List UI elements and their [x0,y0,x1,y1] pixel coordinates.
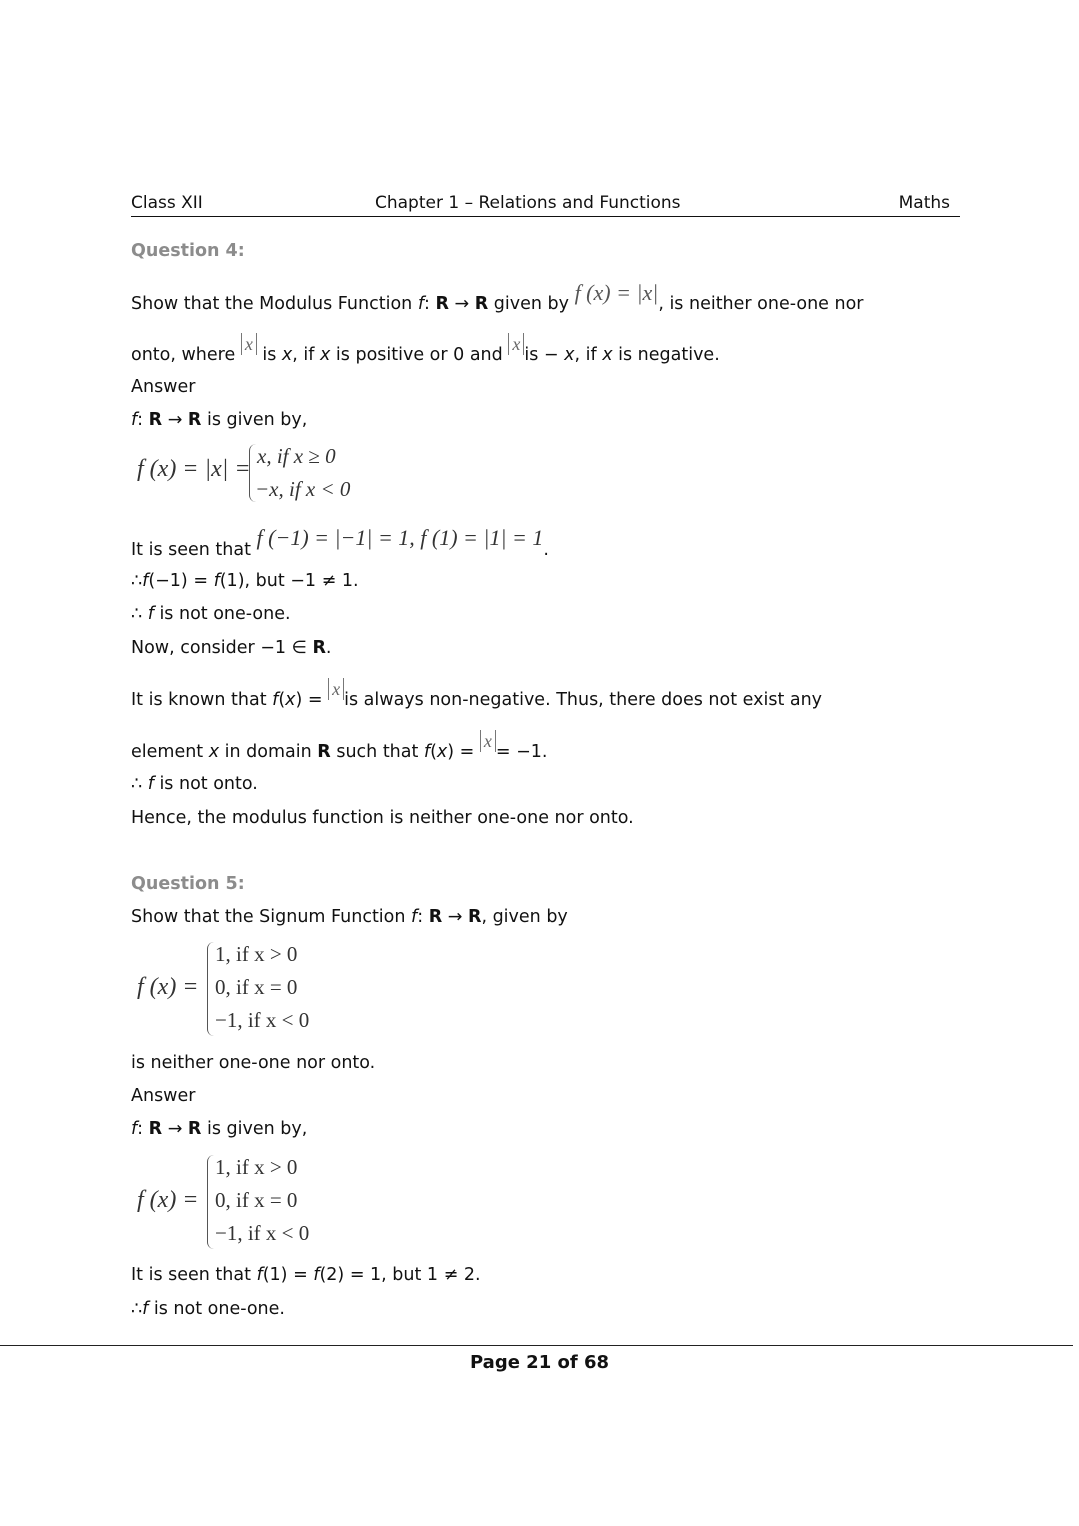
q4-element-line: element x in domain R such that f(x) = x= −1. [131,731,548,762]
question-5-title: Question 5: [131,874,245,894]
q5-neither: is neither one-one nor onto. [131,1053,376,1073]
q4-seen-line: It is seen that f (−1) = |−1| = 1, f (1) = |1| = 1. [131,525,549,560]
q4-consider: Now, consider −1 ∈ R. [131,638,332,658]
q4-statement-line1: Show that the Modulus Function f: R → R given by f (x) = |x|, is neither one-one nor [131,280,864,314]
modulus-equation: f (x) = |x| [574,280,659,305]
abs-x-symbol: x [508,333,524,355]
q4-answer-label: Answer [131,377,196,397]
header-class: Class XII [131,193,203,213]
q5-seen-line: It is seen that f(1) = f(2) = 1, but 1 ≠ 2. [131,1265,481,1285]
footer-divider [0,1345,1073,1346]
q5-piecewise-statement: f (x) = 1, if x > 0 0, if x = 0 −1, if x < 0 [137,940,337,1038]
q5-given: f: R → R is given by, [131,1119,308,1139]
brace-icon [207,942,214,1036]
q4-not-one-one: ∴ f is not one-one. [131,604,291,624]
q4-not-onto: ∴ f is not onto. [131,774,258,794]
q4-statement-line2: onto, where x is x, if x is positive or 0 and xis − x, if x is negative. [131,334,720,365]
page-number: Page 21 of 68 [469,1352,610,1373]
q4-known-line: It is known that f(x) = xis always non-negative. Thus, there does not exist any [131,679,823,710]
question-4-title: Question 4: [131,241,245,261]
q5-statement: Show that the Signum Function f: R → R, given by [131,907,568,927]
abs-x-symbol: x [241,333,257,355]
q5-not-one-one: ∴f is not one-one. [131,1299,285,1319]
abs-x-symbol: x [480,730,496,752]
q5-piecewise-answer: f (x) = 1, if x > 0 0, if x = 0 −1, if x < 0 [137,1153,337,1251]
header-subject: Maths [898,193,950,213]
q5-answer-label: Answer [131,1086,196,1106]
abs-x-symbol: x [328,678,344,700]
q4-therefore-equal: ∴f(−1) = f(1), but −1 ≠ 1. [131,571,359,591]
page-header [131,192,960,217]
q4-given: f: R → R is given by, [131,410,308,430]
q4-piecewise-definition: f (x) = |x| = x, if x ≥ 0 −x, if x < 0 [137,444,351,501]
header-chapter: Chapter 1 – Relations and Functions [375,193,681,213]
q4-conclusion: Hence, the modulus function is neither one-one nor onto. [131,808,634,828]
brace-icon [207,1155,214,1249]
